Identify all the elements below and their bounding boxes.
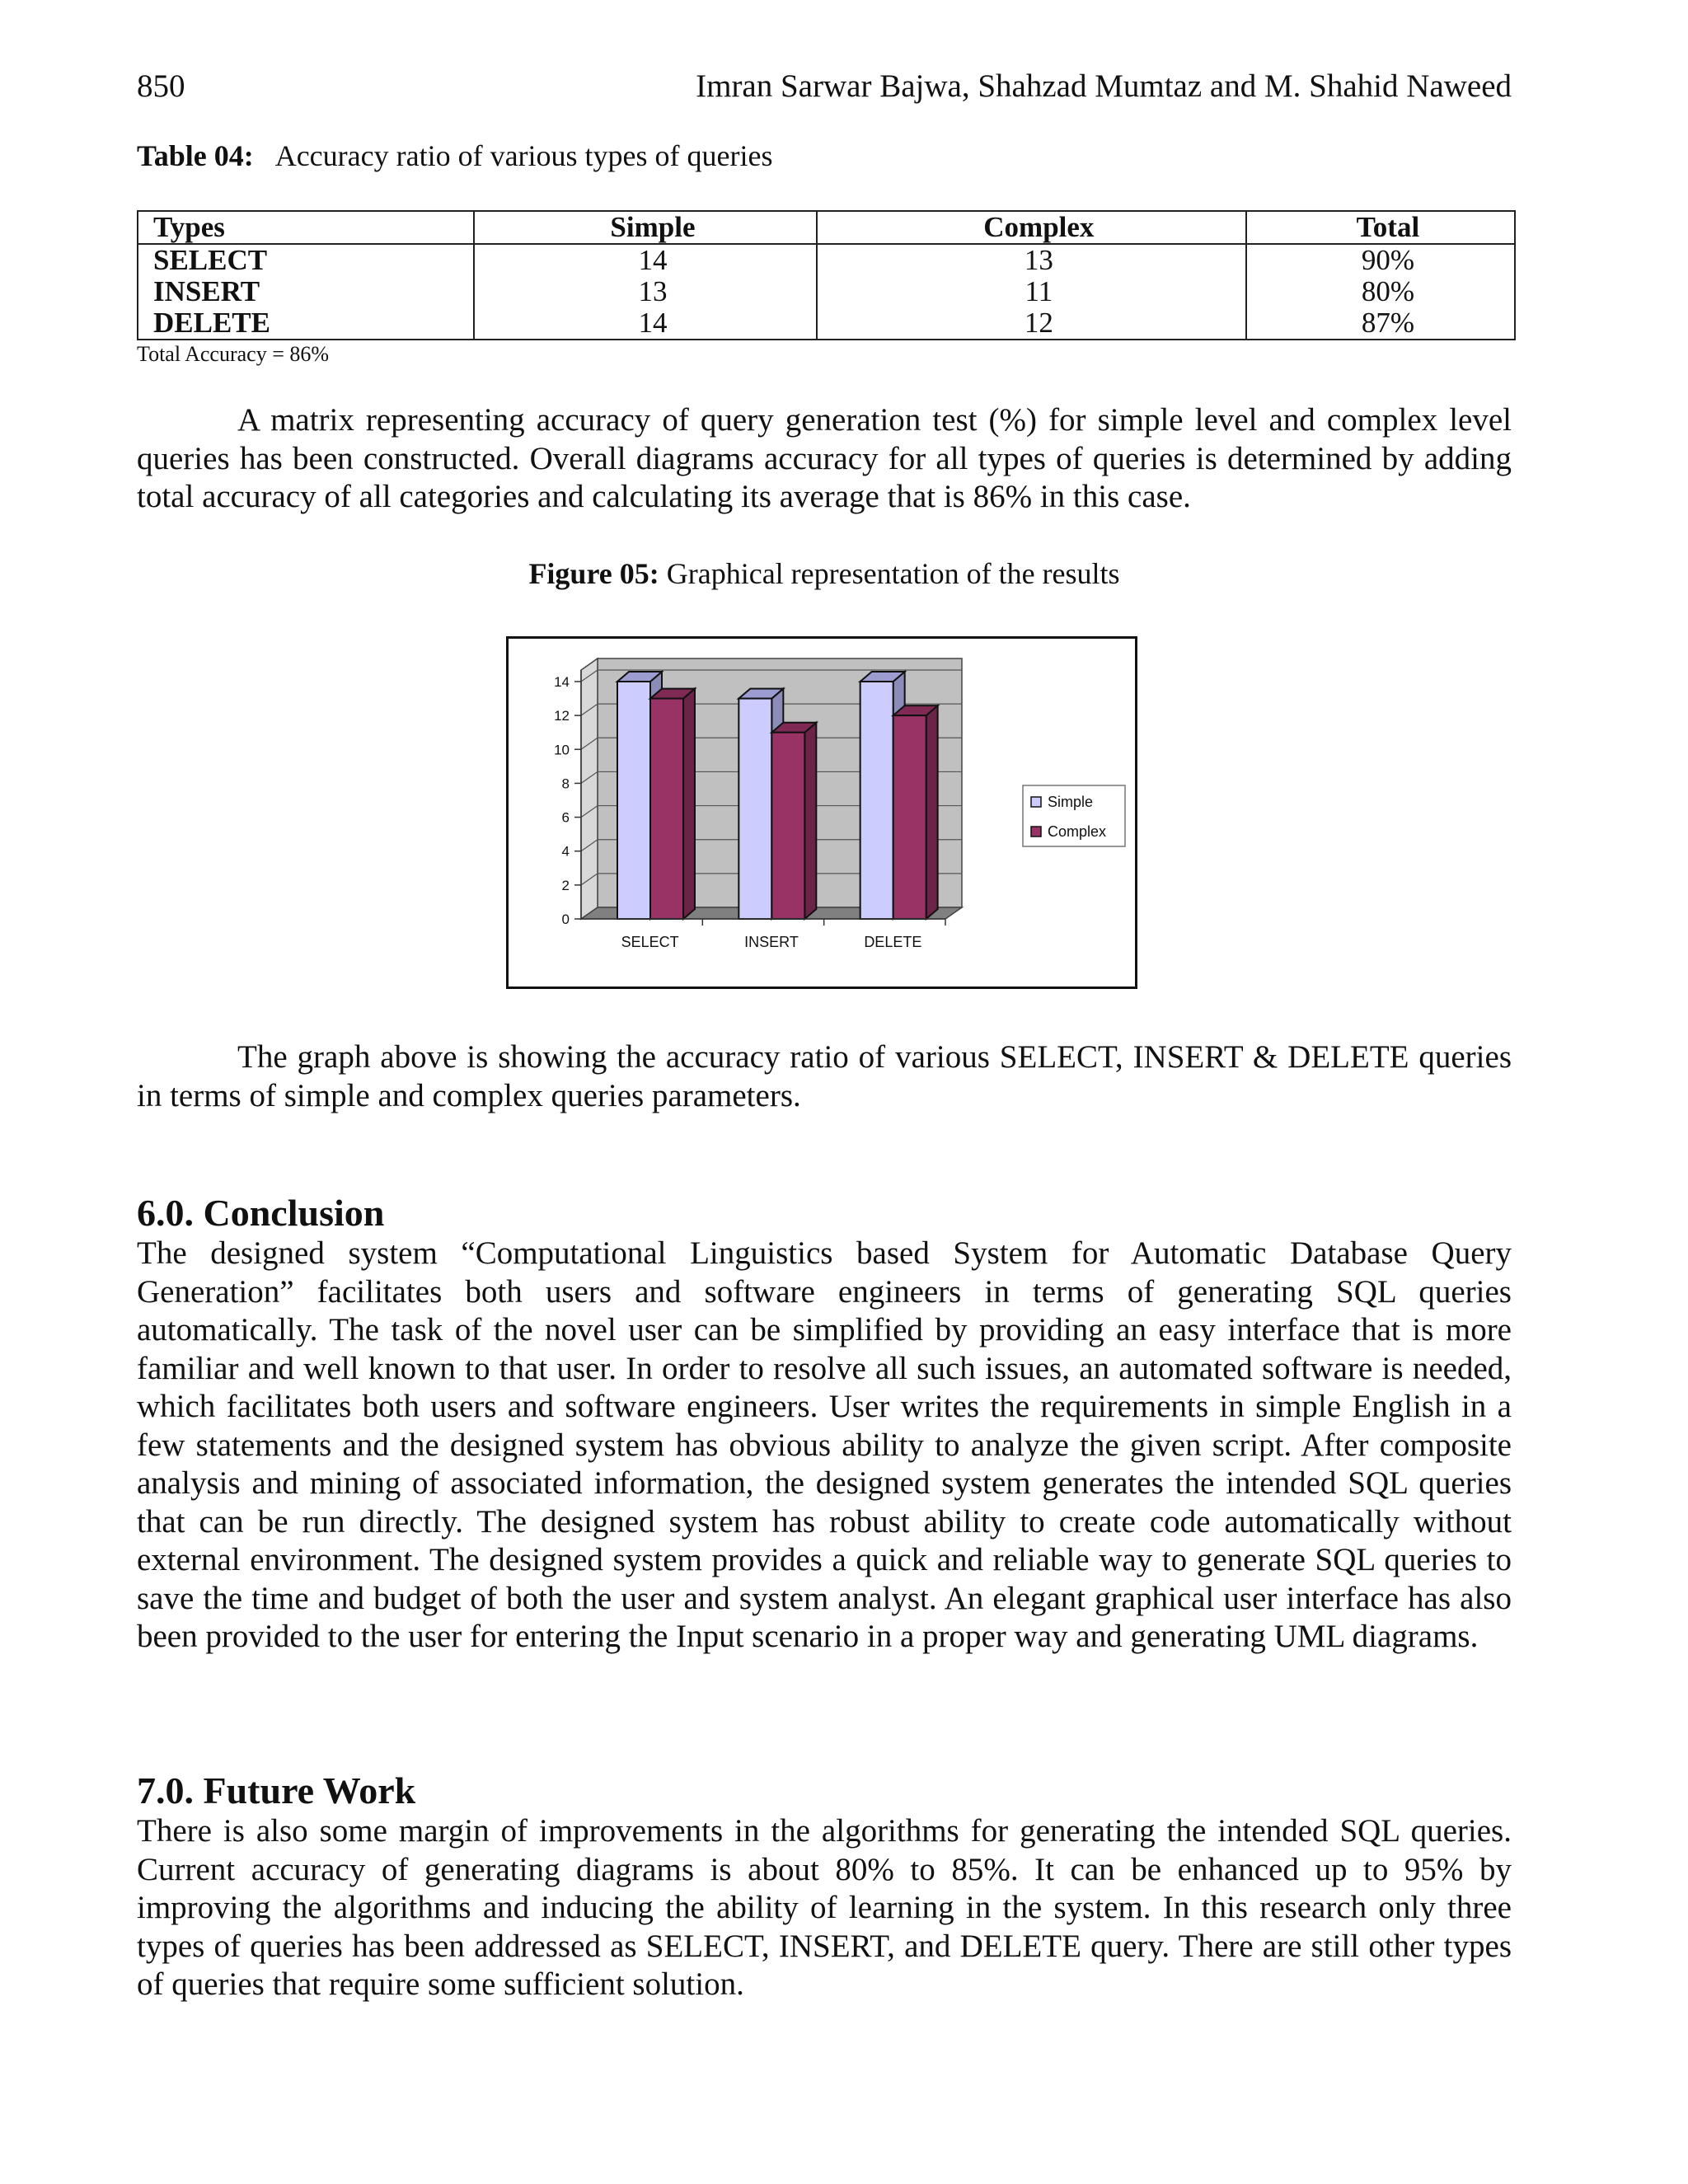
page-number: 850 [137, 68, 185, 104]
x-tick-label: SELECT [621, 934, 679, 950]
running-header [137, 68, 1512, 109]
bar-complex-select [650, 699, 683, 919]
table-cell: 14 [474, 307, 817, 340]
body-paragraph: There is also some margin of improvements in the algorithms for generating the intended SQL queries. Current accuracy of generating diagrams is about 80% to 85%. It can be enhanced up to 95% by improving the algorithms and inducing the ability of learning in the system. In this research only three types of queries has been addressed as SELECT, INSERT, and DELETE query. There are still other types of queries that require some sufficient solution. [137, 1813, 1512, 2002]
figure-label: Figure 05: [528, 557, 659, 590]
legend-swatch-simple [1031, 797, 1041, 807]
x-tick-label: DELETE [864, 934, 922, 950]
table-label: Table 04: [137, 139, 254, 172]
table-cell: INSERT [138, 276, 474, 307]
plot-side-wall [581, 658, 598, 919]
figure-caption [137, 556, 1512, 591]
table-cell: DELETE [138, 307, 474, 340]
y-tick-label: 2 [561, 877, 570, 893]
table-cell: 80% [1246, 276, 1515, 307]
bar-chart [506, 636, 1137, 989]
bar-simple-delete [860, 682, 893, 919]
bar-side-complex-insert [804, 723, 816, 919]
legend-swatch-complex [1031, 827, 1041, 837]
y-tick-label: 14 [554, 674, 570, 690]
section-heading: 6.0. Conclusion [137, 1192, 385, 1234]
table-cell: SELECT [138, 244, 474, 276]
y-tick-label: 4 [561, 843, 570, 860]
column-header: Total [1246, 211, 1515, 244]
body-paragraph: The graph above is showing the accuracy ratio of various SELECT, INSERT & DELETE queries in terms of simple and complex queries parameters. [137, 1039, 1512, 1113]
table-note: Total Accuracy = 86% [137, 342, 330, 366]
y-tick-label: 12 [554, 708, 570, 724]
legend-label-complex: Complex [1048, 823, 1107, 840]
bar-complex-delete [893, 715, 926, 919]
bar-side-complex-select [683, 689, 695, 919]
table-cell: 12 [817, 307, 1246, 340]
y-tick-label: 0 [561, 912, 570, 927]
body-paragraph: The designed system “Computational Linguistics based System for Automatic Database Query Generation” facilitates both users and software engineers in terms of generating SQL queries automatically. The task of the novel user can be simplified by providing an easy interface that is more familiar and well known to that user. In order to resolve all such issues, an automated software is needed, which facilitates both users and software engineers. User writes the requirements in simple English in a few statements and the designed system has obvious ability to analyze the given script. After composite analysis and mining of associated information, the designed system generates the intended SQL queries that can be run directly. The designed system has robust ability to create code automatically without external environment. The designed system provides a quick and reliable way to generate SQL queries to save the time and budget of both the user and system analyst. An elegant graphical user interface has also been provided to the user for entering the Input scenario in a proper way and generating UML diagrams. [137, 1235, 1512, 1654]
column-header: Complex [817, 211, 1246, 244]
table-row [138, 244, 1515, 276]
bar-simple-insert [738, 699, 771, 919]
table-cell: 14 [474, 244, 817, 276]
y-tick-label: 10 [554, 742, 570, 758]
y-tick-label: 8 [561, 776, 570, 792]
figure-title: Graphical representation of the results [666, 557, 1120, 590]
body-paragraph: A matrix representing accuracy of query generation test (%) for simple level and complex level queries has been constructed. Overall diagrams accuracy for all types of queries is determined by adding total accuracy of all categories and calculating its average that is 86% in this case. [137, 402, 1512, 514]
table-row [138, 307, 1515, 340]
table-cell: 87% [1246, 307, 1515, 340]
table-header-row [138, 211, 1515, 244]
table-caption [137, 138, 772, 173]
bar-side-complex-delete [926, 705, 938, 919]
table-cell: 13 [817, 244, 1246, 276]
x-tick-label: INSERT [744, 934, 799, 950]
accuracy-table [137, 210, 1516, 340]
bar-simple-select [617, 682, 650, 919]
table-title: Accuracy ratio of various types of queries [274, 139, 773, 172]
table-cell: 13 [474, 276, 817, 307]
section-heading: 7.0. Future Work [137, 1769, 416, 1811]
table-row [138, 276, 1515, 307]
bar-complex-insert [771, 733, 804, 919]
table-cell: 90% [1246, 244, 1515, 276]
column-header: Types [138, 211, 474, 244]
y-tick-label: 6 [561, 809, 570, 826]
running-header-authors: Imran Sarwar Bajwa, Shahzad Mumtaz and M. Shahid Naweed [696, 68, 1512, 104]
column-header: Simple [474, 211, 817, 244]
legend-label-simple: Simple [1048, 794, 1094, 810]
chart-svg [509, 639, 1135, 987]
table-cell: 11 [817, 276, 1246, 307]
